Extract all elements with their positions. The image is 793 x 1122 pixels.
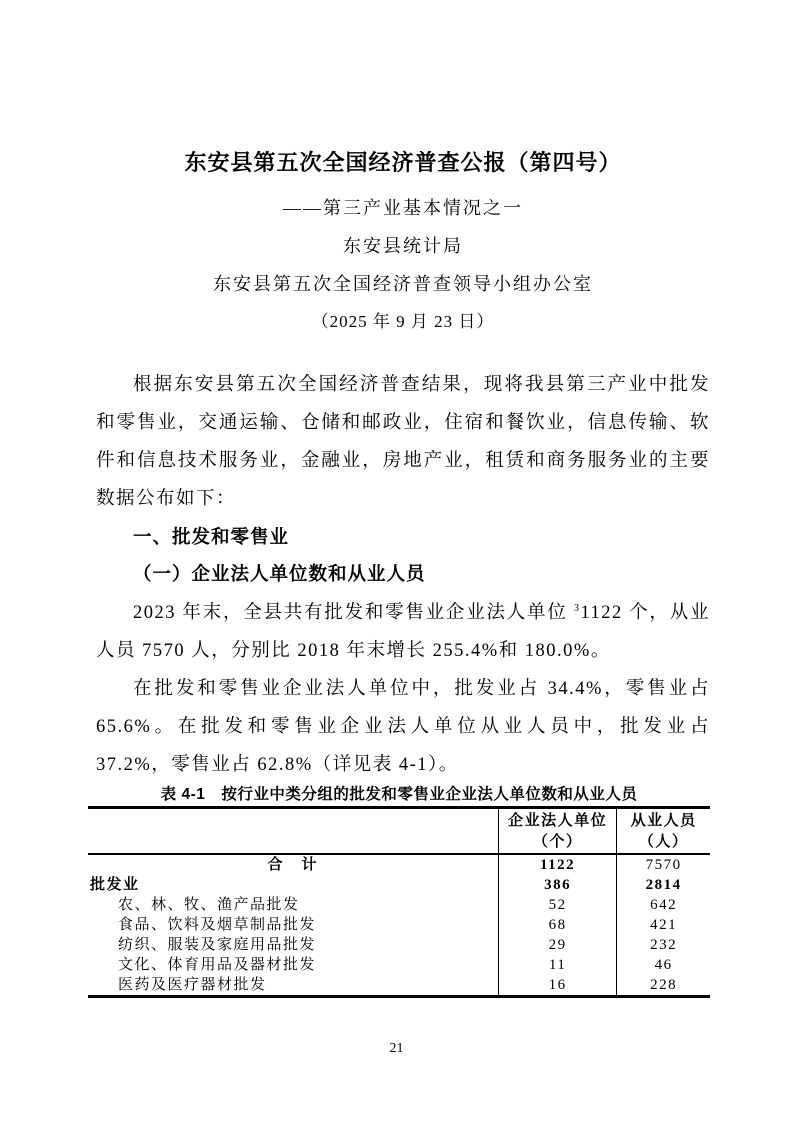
intro-paragraph: 根据东安县第五次全国经济普查结果，现将我县第三产业中批发和零售业，交通运输、仓储和邮政业，住宿和餐饮业，信息传输、软件和信息技术服务业，金融业，房地产业，租赁和商务服务业的主要数据公布如下： [96, 375, 710, 509]
table-header-legal-units-title: 企业法人单位 [508, 812, 608, 829]
table-row-legal-units-value: 68 [499, 915, 617, 935]
table-row-legal-units-value: 11 [499, 955, 617, 975]
table-row-label: 食品、饮料及烟草制品批发 [118, 917, 317, 933]
footnote-marker: 3 [573, 602, 581, 614]
table-row-employees-value: 421 [617, 915, 710, 935]
table-header-legal-units [499, 808, 617, 855]
table-header-employees [617, 808, 710, 855]
publication-date: （2025 年 9 月 23 日） [311, 312, 495, 331]
paragraph-entity-counts [96, 594, 710, 670]
issuing-org-statistics-bureau: 东安县统计局 [343, 236, 463, 256]
table-row [88, 895, 710, 915]
table-row-label: 医药及医疗器材批发 [118, 977, 267, 993]
table-row [88, 955, 710, 975]
table-row-label: 纺织、服装及家庭用品批发 [118, 937, 317, 953]
table-row-label: 批发业 [90, 877, 140, 893]
table-row-employees-value: 228 [617, 975, 710, 997]
table-row-employees-value: 46 [617, 955, 710, 975]
document-title: 东安县第五次全国经济普查公报（第四号） [184, 150, 622, 175]
table-row-employees-value: 2814 [617, 875, 710, 895]
table-header-legal-units-unit: （个） [532, 833, 583, 850]
table-row-label: 文化、体育用品及器材批发 [118, 957, 317, 973]
table-row-legal-units-value: 29 [499, 935, 617, 955]
table-row [88, 854, 710, 875]
paragraph-percentages: 在批发和零售业企业法人单位中，批发业占 34.4%，零售业占 65.6%。在批发和零售业企业法人单位从业人员中，批发业占 37.2%，零售业占 62.8%（详见表 4-1）。 [96, 679, 710, 775]
table-row-employees-value: 642 [617, 895, 710, 915]
issuing-org-census-office: 东安县第五次全国经济普查领导小组办公室 [213, 274, 593, 294]
table-row-employees-value: 7570 [617, 854, 710, 875]
page-number: 21 [389, 1041, 404, 1056]
table-header-row [88, 808, 710, 855]
table-row [88, 935, 710, 955]
table-caption: 表 4-1 按行业中类分组的批发和零售业企业法人单位数和从业人员 [160, 786, 638, 803]
table-row-label: 合 计 [267, 857, 319, 873]
table-body [88, 854, 710, 997]
table-4-1 [88, 806, 710, 998]
table-row-employees-value: 232 [617, 935, 710, 955]
document-content [90, 0, 710, 998]
subsection-heading-legal-entities: （一）企业法人单位数和从业人员 [133, 565, 426, 585]
table-header-employees-title: 从业人员 [630, 812, 697, 829]
section-heading-wholesale-retail: 一、批发和零售业 [133, 526, 290, 547]
table-row-legal-units-value: 1122 [499, 854, 617, 875]
document-subtitle: ——第三产业基本情况之一 [283, 198, 523, 218]
paragraph-entity-counts-text-pre: 2023 年末，全县共有批发和零售业企业法人单位 [133, 603, 574, 623]
document-body [90, 366, 710, 998]
table-row-legal-units-value: 386 [499, 875, 617, 895]
table-row [88, 975, 710, 997]
table-row-legal-units-value: 16 [499, 975, 617, 997]
table-header-employees-unit: （人） [638, 833, 689, 850]
table-row-legal-units-value: 52 [499, 895, 617, 915]
table-row-label: 农、林、牧、渔产品批发 [118, 897, 300, 913]
paragraph-entity-counts-text-post: 1122 个，从业人员 7570 人，分别比 2018 年末增长 255.4%和 180.0%。 [96, 603, 710, 661]
table-row [88, 875, 710, 895]
table-header-indicator [88, 808, 499, 855]
table-row [88, 915, 710, 935]
